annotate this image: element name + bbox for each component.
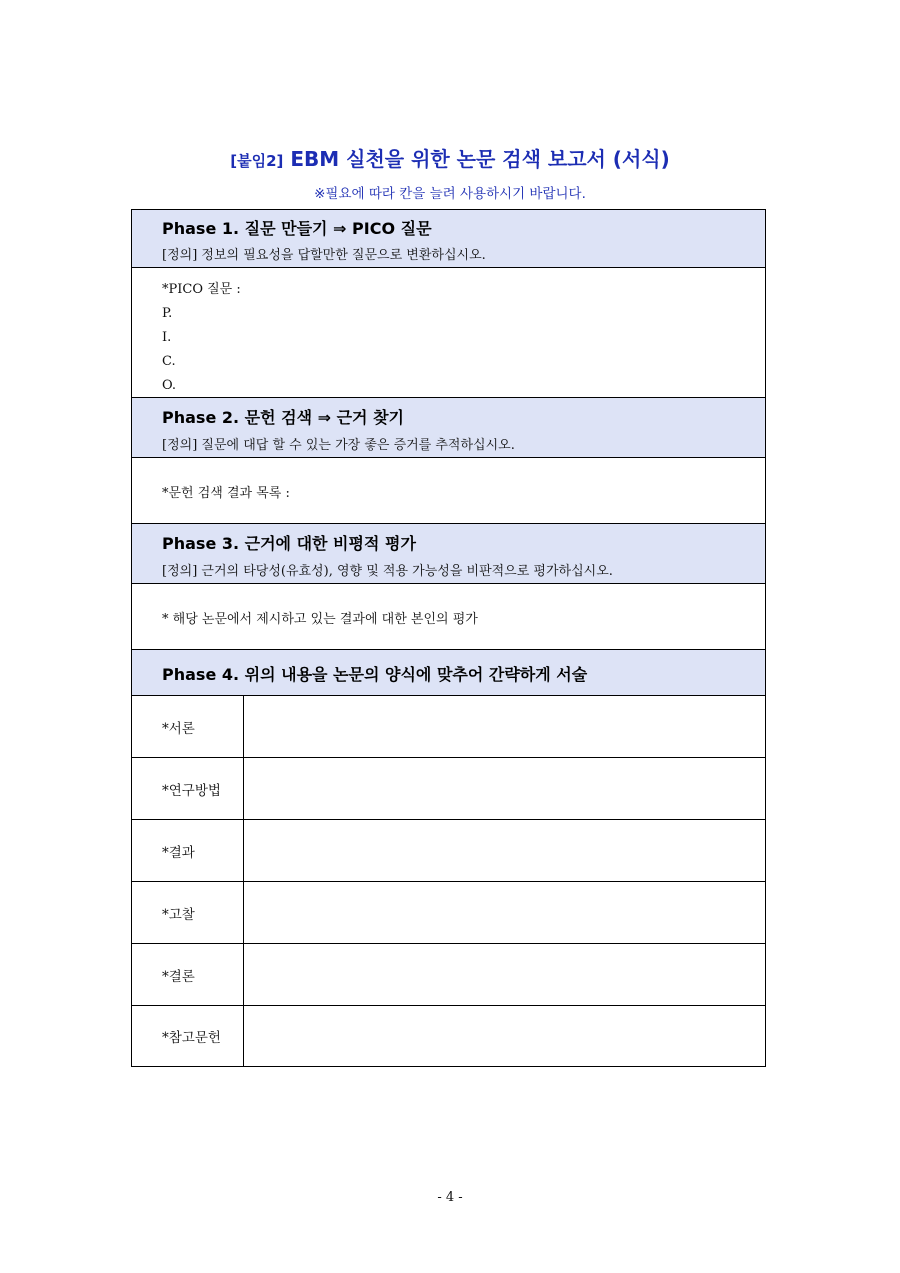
section-label-discussion: *고찰 — [162, 906, 195, 923]
pico-i-line[interactable]: I. — [162, 330, 172, 345]
pico-p-line[interactable]: P. — [162, 306, 173, 321]
section-input-methods[interactable] — [244, 758, 765, 819]
pico-question-label: *PICO 질문 : — [162, 282, 241, 297]
page-number: - 4 - — [437, 1190, 463, 1205]
usage-note: ※필요에 따라 칸을 늘려 사용하시기 바랍니다. — [314, 186, 586, 202]
section-label-cell — [132, 820, 244, 881]
phase-3-header — [132, 524, 765, 584]
document-title — [0, 143, 900, 172]
section-input-references[interactable] — [244, 1006, 765, 1066]
report-form — [131, 209, 766, 1067]
section-label-introduction: *서론 — [162, 720, 195, 737]
critical-appraisal-label: * 해당 논문에서 제시하고 있는 결과에 대한 본인의 평가 — [162, 612, 478, 627]
phase-3-title: Phase 3. 근거에 대한 비평적 평가 — [162, 534, 416, 553]
section-label-results: *결과 — [162, 844, 195, 861]
section-label-cell — [132, 696, 244, 757]
section-row-conclusion — [132, 944, 765, 1006]
phase-1-header — [132, 210, 765, 268]
phase-1-title: Phase 1. 질문 만들기 ⇒ PICO 질문 — [162, 219, 432, 238]
title-main: EBM 실천을 위한 논문 검색 보고서 (서식) — [290, 147, 670, 171]
phase-2-body[interactable] — [132, 458, 765, 524]
literature-search-results-label: *문헌 검색 결과 목록 : — [162, 486, 290, 501]
section-input-results[interactable] — [244, 820, 765, 881]
phase-4-title: Phase 4. 위의 내용을 논문의 양식에 맞추어 간략하게 서술 — [162, 665, 588, 684]
title-prefix: [붙임2] — [230, 152, 284, 170]
phase-2-definition: [정의] 질문에 대답 할 수 있는 가장 좋은 증거를 추적하십시오. — [162, 438, 515, 453]
section-label-methods: *연구방법 — [162, 782, 221, 799]
section-label-cell — [132, 758, 244, 819]
phase-1-body[interactable] — [132, 268, 765, 398]
section-input-discussion[interactable] — [244, 882, 765, 943]
section-row-references — [132, 1006, 765, 1066]
section-label-cell — [132, 1006, 244, 1066]
section-row-methods — [132, 758, 765, 820]
pico-c-line[interactable]: C. — [162, 354, 176, 369]
phase-2-title: Phase 2. 문헌 검색 ⇒ 근거 찾기 — [162, 408, 404, 427]
section-row-results — [132, 820, 765, 882]
section-label-cell — [132, 944, 244, 1005]
section-input-introduction[interactable] — [244, 696, 765, 757]
phase-1-definition: [정의] 정보의 필요성을 답할만한 질문으로 변환하십시오. — [162, 248, 486, 263]
section-input-conclusion[interactable] — [244, 944, 765, 1005]
section-row-discussion — [132, 882, 765, 944]
phase-3-body[interactable] — [132, 584, 765, 650]
section-row-introduction — [132, 696, 765, 758]
pico-o-line[interactable]: O. — [162, 378, 177, 393]
pico-question-list — [162, 278, 241, 398]
phase-3-definition: [정의] 근거의 타당성(유효성), 영향 및 적용 가능성을 비판적으로 평가하십시오. — [162, 564, 613, 579]
phase-2-header — [132, 398, 765, 458]
phase-4-header — [132, 650, 765, 696]
section-label-cell — [132, 882, 244, 943]
section-label-references: *참고문헌 — [162, 1030, 221, 1046]
section-label-conclusion: *결론 — [162, 968, 195, 985]
